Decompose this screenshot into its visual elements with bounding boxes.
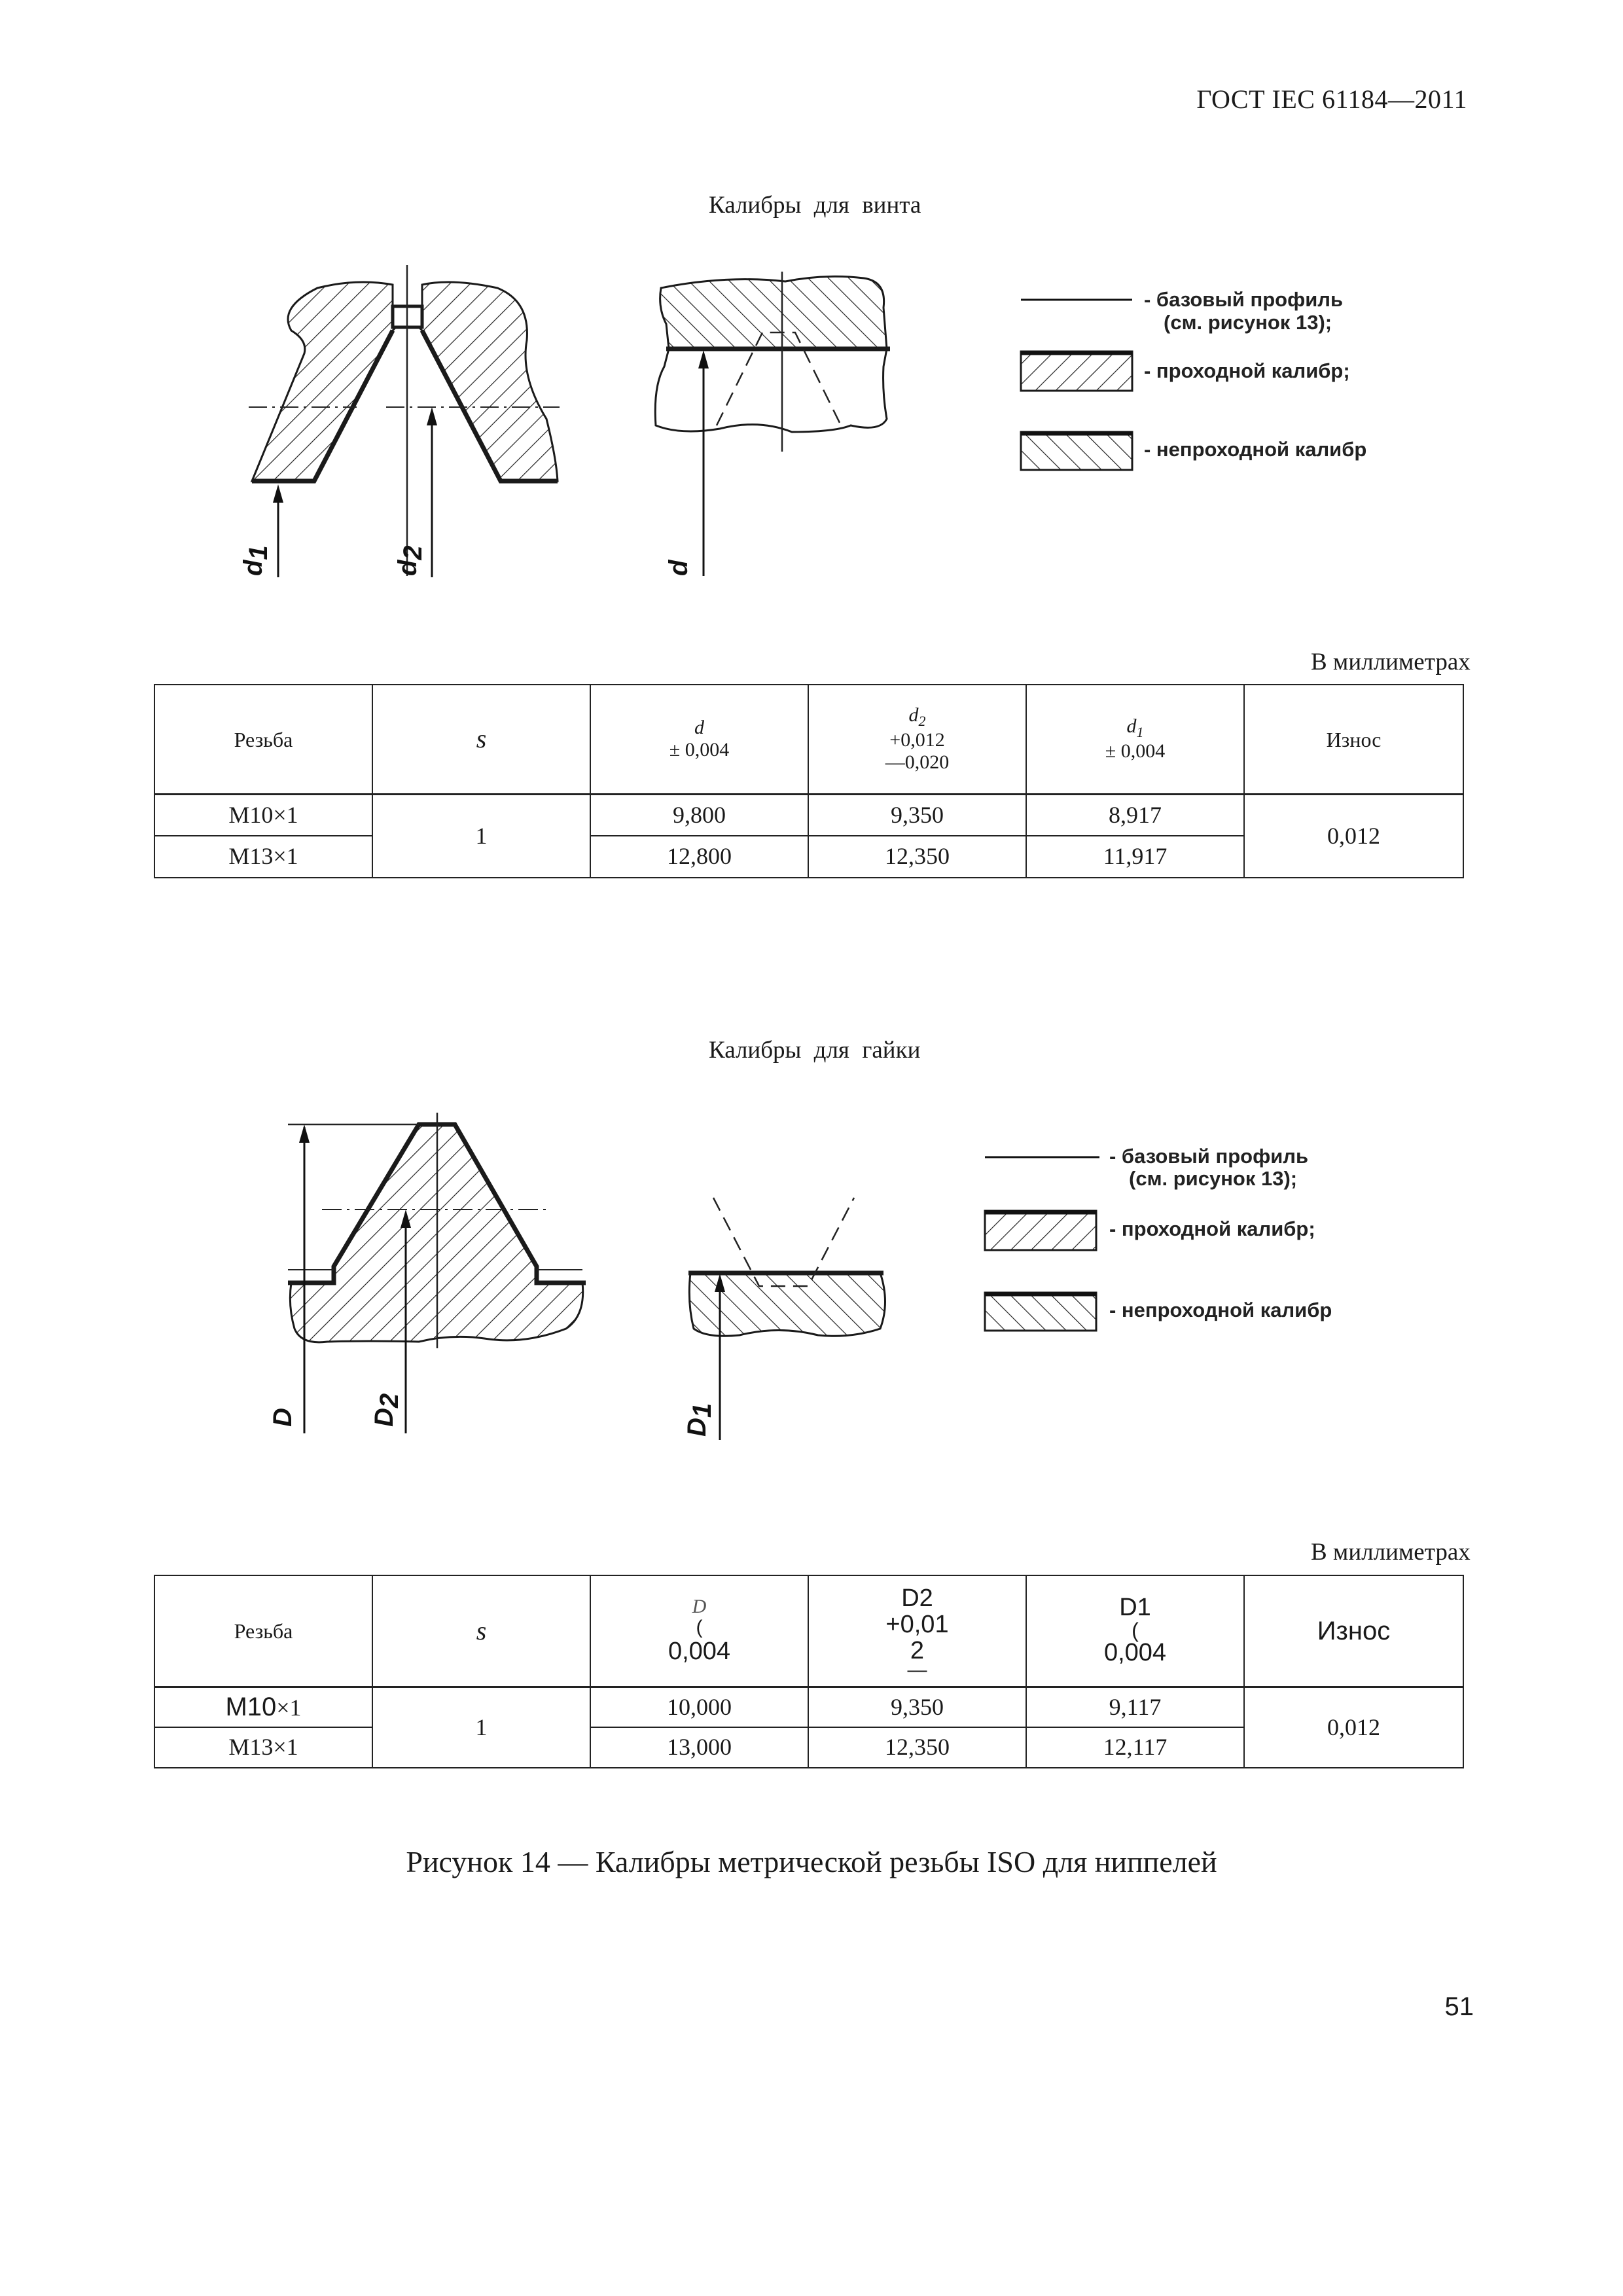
col-d-header: d ± 0,004 bbox=[590, 685, 808, 794]
cell-D2: 12,350 bbox=[808, 1727, 1026, 1768]
col-d1-header: $d_1$ ± 0,004 bbox=[1026, 685, 1244, 794]
cell-D2: 9,350 bbox=[808, 1687, 1026, 1727]
screw-gauges-drawing bbox=[0, 249, 1623, 615]
nut-table-units: В миллиметрах bbox=[1311, 1539, 1471, 1566]
screw-go-gauge-profile bbox=[252, 282, 558, 481]
nut-gauges-title: Калибры для гайки bbox=[709, 1037, 921, 1064]
cell-d2: 9,350 bbox=[808, 794, 1026, 836]
col-D2-header: D2 +0,01 2 — bbox=[808, 1575, 1026, 1687]
table-header-row bbox=[154, 1575, 1463, 1687]
svg-text:- непроходной калибр: - непроходной калибр bbox=[1109, 1299, 1332, 1321]
cell-s: 1 bbox=[372, 1687, 590, 1768]
screw-table-units: В миллиметрах bbox=[1311, 649, 1471, 675]
cell-D: 10,000 bbox=[590, 1687, 808, 1727]
cell-wear: 0,012 bbox=[1244, 794, 1463, 878]
cell-d: 12,800 bbox=[590, 836, 808, 878]
d2-dimension-label: d2 bbox=[393, 545, 427, 576]
svg-text:- базовый профиль: - базовый профиль bbox=[1144, 288, 1344, 311]
screw-gauges-title: Калибры для винта bbox=[709, 192, 921, 219]
D-dimension-label: D bbox=[268, 1408, 297, 1427]
legend-go-gauge-swatch bbox=[985, 1211, 1096, 1250]
page-number: 51 bbox=[1444, 1992, 1474, 2021]
nut-gauges-drawing bbox=[0, 1100, 1623, 1453]
D1-dimension-label: D1 bbox=[683, 1403, 717, 1437]
cell-s: 1 bbox=[372, 794, 590, 878]
screw-nogo-gauge-profile bbox=[655, 276, 890, 432]
nut-legend bbox=[985, 1145, 1332, 1331]
nut-gauge-table bbox=[154, 1575, 1464, 1768]
table-header-row bbox=[154, 685, 1463, 794]
cell-d: 9,800 bbox=[590, 794, 808, 836]
legend-nogo-gauge-swatch bbox=[1021, 432, 1132, 470]
nut-nogo-gauge-profile bbox=[688, 1198, 885, 1336]
col-thread-header: Резьба bbox=[154, 1575, 372, 1687]
svg-text:(см. рисунок 13);: (см. рисунок 13); bbox=[1129, 1167, 1298, 1190]
cell-d2: 12,350 bbox=[808, 836, 1026, 878]
legend-go-gauge-swatch bbox=[1021, 351, 1132, 391]
col-D1-header: D1 ( 0,004 bbox=[1026, 1575, 1244, 1687]
col-D-header: D ( 0,004 bbox=[590, 1575, 808, 1687]
D2-dimension-label: D2 bbox=[370, 1393, 404, 1427]
d1-dimension-arrow bbox=[273, 484, 283, 577]
table-row bbox=[154, 794, 1463, 836]
screw-gauge-table bbox=[154, 684, 1464, 878]
col-wear-header: Износ bbox=[1244, 1575, 1463, 1687]
svg-text:(см. рисунок 13);: (см. рисунок 13); bbox=[1164, 311, 1332, 334]
cell-d1: 8,917 bbox=[1026, 794, 1244, 836]
D-dimension-arrow bbox=[299, 1124, 310, 1433]
table-row bbox=[154, 1687, 1463, 1727]
cell-thread: M13×1 bbox=[154, 1727, 372, 1768]
legend-nogo-gauge-swatch bbox=[985, 1293, 1096, 1331]
svg-text:- проходной калибр;: - проходной калибр; bbox=[1109, 1217, 1315, 1240]
cell-thread: M13×1 bbox=[154, 836, 372, 878]
cell-D1: 9,117 bbox=[1026, 1687, 1244, 1727]
svg-text:- непроходной калибр: - непроходной калибр bbox=[1144, 438, 1367, 461]
cell-D1: 12,117 bbox=[1026, 1727, 1244, 1768]
document-standard-header: ГОСТ IEC 61184—2011 bbox=[1196, 84, 1467, 114]
cell-thread: M10×1 bbox=[154, 1687, 372, 1727]
col-wear-header: Износ bbox=[1244, 685, 1463, 794]
d2-dimension-arrow bbox=[427, 407, 437, 577]
cell-thread: M10×1 bbox=[154, 794, 372, 836]
col-thread-header: Резьба bbox=[154, 685, 372, 794]
d1-dimension-label: d1 bbox=[239, 545, 273, 576]
cell-D: 13,000 bbox=[590, 1727, 808, 1768]
svg-text:- проходной калибр;: - проходной калибр; bbox=[1144, 359, 1350, 382]
col-d2-header: $d_2$ +0,012 —0,020 bbox=[808, 685, 1026, 794]
screw-legend bbox=[1021, 288, 1366, 470]
col-s-header: s bbox=[372, 1575, 590, 1687]
col-s-header: s bbox=[372, 685, 590, 794]
cell-wear: 0,012 bbox=[1244, 1687, 1463, 1768]
d-dimension-label: d bbox=[664, 560, 693, 576]
cell-d1: 11,917 bbox=[1026, 836, 1244, 878]
svg-text:- базовый профиль: - базовый профиль bbox=[1109, 1145, 1309, 1168]
figure-caption: Рисунок 14 — Калибры метрической резьбы ISO для ниппелей bbox=[406, 1845, 1217, 1878]
